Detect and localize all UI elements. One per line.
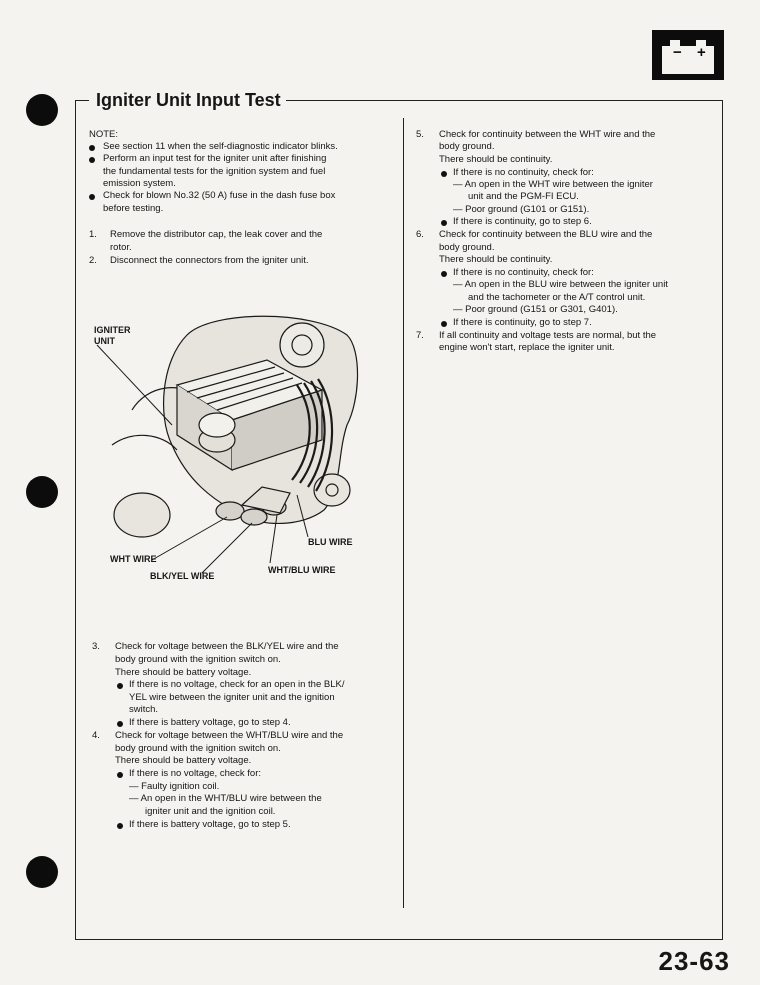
label-igniter-unit-1: IGNITER: [94, 325, 131, 335]
binder-hole-middle: [26, 476, 58, 508]
step-3-line-2: body ground with the ignition switch on.: [115, 654, 281, 665]
bullet: [441, 271, 447, 277]
step-6-bullet-2: If there is continuity, go to step 7.: [453, 317, 592, 328]
step-1-number: 1.: [89, 229, 97, 240]
step-3-bullet-1-line-1: If there is no voltage, check for an open in the BLK/: [129, 679, 345, 690]
step-5-dash-1-line-1: — An open in the WHT wire between the igniter: [453, 179, 653, 190]
bullet: [117, 683, 123, 689]
label-blu-wire: BLU WIRE: [308, 537, 353, 547]
step-6-line-2: body ground.: [439, 242, 495, 253]
note-bullet-3-line-2: before testing.: [103, 203, 164, 214]
page-number: 23-63: [658, 946, 730, 976]
step-3-line-1: Check for voltage between the BLK/YEL wire and the: [115, 641, 339, 652]
step-3-bullet-2: If there is battery voltage, go to step 4.: [129, 717, 291, 728]
label-wht-blu-wire: WHT/BLU WIRE: [268, 565, 336, 575]
step-6-line-3: There should be continuity.: [439, 254, 553, 265]
step-4-line-1: Check for voltage between the WHT/BLU wire and the: [115, 730, 344, 741]
step-7-line-2: engine won't start, replace the igniter unit.: [439, 342, 615, 353]
step-4-dash-2-line-2: igniter unit and the ignition coil.: [145, 806, 276, 817]
step-4-dash-1: — Faulty ignition coil.: [129, 781, 220, 792]
bullet: [89, 145, 95, 151]
step-3-bullet-1-line-3: switch.: [129, 704, 159, 715]
bullet: [441, 220, 447, 226]
note-bullet-2-line-2: the fundamental tests for the ignition system and fuel: [103, 166, 326, 177]
step-4-bullet-2: If there is battery voltage, go to step 5.: [129, 819, 291, 830]
step-4-number: 4.: [92, 730, 100, 741]
step-5-bullet-2: If there is continuity, go to step 6.: [453, 216, 592, 227]
step-2-line-1: Disconnect the connectors from the igniter unit.: [110, 255, 309, 266]
bullet: [89, 157, 95, 163]
bullet: [117, 721, 123, 727]
step-5-line-3: There should be continuity.: [439, 154, 553, 165]
step-1-line-1: Remove the distributor cap, the leak cover and the: [110, 229, 323, 240]
step-2-number: 2.: [89, 255, 97, 266]
frame-top-right: [286, 100, 723, 101]
step-7-number: 7.: [416, 330, 424, 341]
step-6-dash-1-line-1: — An open in the BLU wire between the igniter unit: [453, 279, 668, 290]
label-wht-wire: WHT WIRE: [110, 554, 157, 564]
column-divider: [403, 118, 404, 908]
bullet: [441, 321, 447, 327]
note-bullet-2-line-3: emission system.: [103, 178, 176, 189]
step-4-dash-2-line-1: — An open in the WHT/BLU wire between the: [129, 793, 322, 804]
label-igniter-unit-2: UNIT: [94, 336, 115, 346]
step-5-dash-2: — Poor ground (G101 or G151).: [453, 204, 590, 215]
step-5-line-1: Check for continuity between the WHT wire and the: [439, 129, 656, 140]
bullet: [117, 772, 123, 778]
step-5-number: 5.: [416, 129, 424, 140]
label-blk-yel-wire: BLK/YEL WIRE: [150, 571, 215, 581]
battery-minus: −: [673, 44, 682, 61]
page-title: Igniter Unit Input Test: [92, 90, 285, 111]
step-3-bullet-1-line-2: YEL wire between the igniter unit and the ignition: [129, 692, 335, 703]
binder-hole-bottom: [26, 856, 58, 888]
step-6-dash-2: — Poor ground (G151 or G301, G401).: [453, 304, 618, 315]
step-4-line-3: There should be battery voltage.: [115, 755, 252, 766]
step-6-bullet-1: If there is no continuity, check for:: [453, 267, 594, 278]
step-4-bullet-1: If there is no voltage, check for:: [129, 768, 262, 779]
step-3-number: 3.: [92, 641, 100, 652]
step-6-dash-1-line-2: and the tachometer or the A/T control unit.: [468, 292, 646, 303]
step-6-line-1: Check for continuity between the BLU wire and the: [439, 229, 653, 240]
step-3-line-3: There should be battery voltage.: [115, 667, 252, 678]
step-6-number: 6.: [416, 229, 424, 240]
step-5-bullet-1: If there is no continuity, check for:: [453, 167, 594, 178]
bullet: [89, 194, 95, 200]
frame-bottom: [75, 939, 723, 940]
step-4-line-2: body ground with the ignition switch on.: [115, 743, 281, 754]
binder-hole-top: [26, 94, 58, 126]
step-7-line-1: If all continuity and voltage tests are normal, but the: [439, 330, 657, 341]
note-bullet-3-line-1: Check for blown No.32 (50 A) fuse in the dash fuse box: [103, 190, 336, 201]
igniter-unit-diagram: [92, 305, 392, 595]
frame-top-left: [75, 100, 89, 101]
step-5-dash-1-line-2: unit and the PGM-FI ECU.: [468, 191, 579, 202]
step-1-line-2: rotor.: [110, 242, 132, 253]
note-bullet-1: See section 11 when the self-diagnostic indicator blinks.: [103, 141, 338, 152]
frame-left: [75, 100, 76, 940]
battery-icon: [652, 30, 724, 80]
step-5-line-2: body ground.: [439, 141, 495, 152]
bullet: [117, 823, 123, 829]
bullet: [441, 171, 447, 177]
note-bullet-2-line-1: Perform an input test for the igniter unit after finishing: [103, 153, 327, 164]
note-heading: NOTE:: [89, 129, 119, 140]
frame-right: [722, 100, 723, 940]
battery-plus: +: [697, 44, 706, 61]
